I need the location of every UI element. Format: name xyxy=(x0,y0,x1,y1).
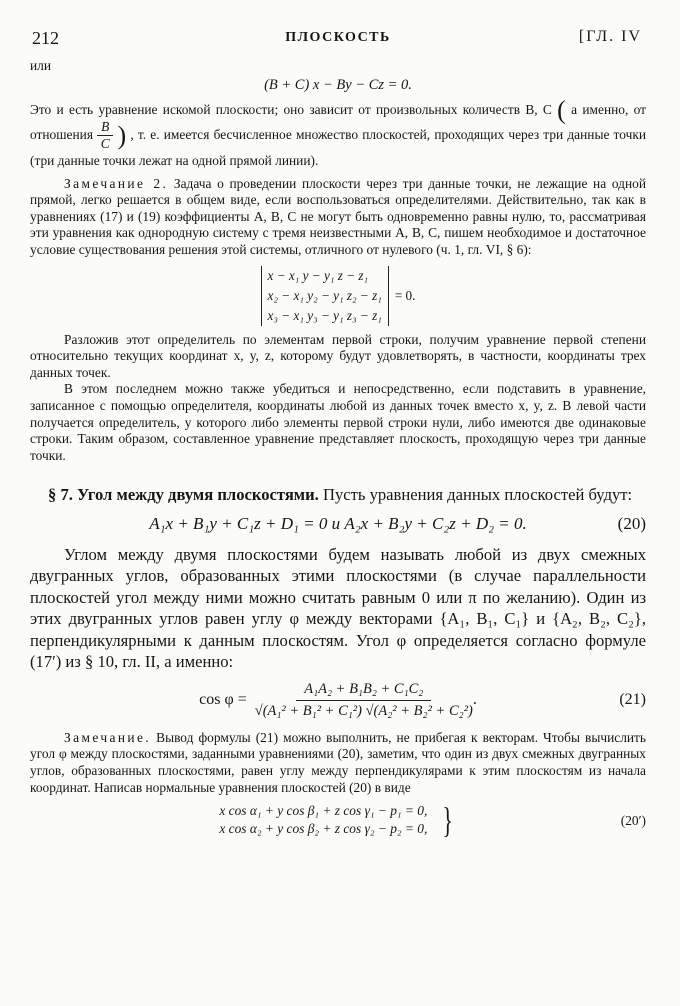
determinant-row: x₃ − x₁ y₃ − y₁ z₃ − z₁ xyxy=(267,307,382,323)
paragraph-conclusion-part1: Это и есть уравнение искомой плоскости; оно зависит от произвольных количеств B, C xyxy=(30,101,552,117)
equation-20 xyxy=(30,514,646,534)
page-number: 212 xyxy=(32,28,59,48)
determinant-row: x − x₁ y − y₁ z − z₁ xyxy=(267,267,369,283)
left-paren: ( xyxy=(557,95,566,125)
page xyxy=(30,28,646,841)
fraction-denominator: C xyxy=(100,136,110,152)
paren-text: а именно, от отношения xyxy=(30,101,646,142)
equation-20-prime-lines xyxy=(219,802,427,838)
determinant-row: x₂ − x₁ y₂ − y₁ z₂ − z₁ xyxy=(267,287,382,303)
remark-final xyxy=(30,730,646,796)
remark-2-label: Замечание 2. xyxy=(64,175,169,191)
equation-21-tail: . xyxy=(472,691,477,709)
paragraph-verification: В этом последнем можно также убедиться и непосредственно, если подставить в уравнение, записанное с помощью определителя, координаты любой из данных точек вместо x, y, z. В левой части получается определитель, у которого либо элементы первой строки нули, либо имеются две одинаковые строки. Таким образом, составленное уравнение представляет плоскость, проходящую через три данные точки. xyxy=(30,381,646,463)
right-brace: } xyxy=(442,800,454,841)
page-header xyxy=(30,28,646,58)
equation-20-prime-number: (20′) xyxy=(620,813,646,829)
equation-20-text: A₁x + B₁y + C₁z + D₁ = 0 и A₂x + B₂y + C₂z + D₂ = 0. xyxy=(149,513,527,533)
fraction-b-over-c xyxy=(97,119,113,153)
paragraph-expansion: Разложив этот определитель по элементам первой строки, получим уравнение первой степени относительно текущих координат x, y, z, которому будут удовлетворять, в частности, координаты трех данных точек. xyxy=(30,331,646,380)
determinant-matrix xyxy=(261,266,389,326)
equation-plane: (B + C) x − By − Cz = 0. xyxy=(264,76,412,93)
equation-21-lhs: cos φ = xyxy=(199,691,247,709)
paragraph-conclusion-part2: , т. е. имеется бесчисленное множество плоскостей, проходящих через три данные точки (три данные точки лежат на одной прямой линии). xyxy=(30,126,646,168)
equation-20-prime-line: x cos α₂ + y cos β₂ + z cos γ₂ − p₂ = 0, xyxy=(219,821,428,837)
running-title: ПЛОСКОСТЬ xyxy=(285,30,391,45)
section-7-title: § 7. Угол между двумя плоскостями. xyxy=(48,485,319,505)
determinant-rhs: = 0. xyxy=(394,287,416,303)
equation-21-number: (21) xyxy=(619,690,646,708)
remark-2 xyxy=(30,176,646,259)
determinant-equation xyxy=(30,266,646,326)
paragraph-conclusion xyxy=(30,95,646,170)
equation-21-fraction xyxy=(255,681,473,720)
remark-final-label: Замечание. xyxy=(64,729,152,745)
section-7-lead: Пусть уравнения данных плоскостей будут: xyxy=(322,485,633,505)
equation-20-number: (20) xyxy=(617,513,646,533)
fraction-numerator: B xyxy=(97,119,113,137)
equation-20-prime xyxy=(30,800,646,841)
remark-2-text: Задача о проведении плоскости через три данные точки, не лежащие на одной прямой, легко решается в общем виде, если воспользоваться определителями. Действительно, так как в уравнениях (17) и (19) коэффициенты A, B, C не могут быть одновременно равны нулю, то, рассматривая эти уравнения как однородную систему с тремя неизвестными A, B, C, пишем необходимое и достаточное условие существования решения этой системы, отличного от нулевого (ч. 1, гл. VI, § 6): xyxy=(30,175,646,257)
equation-21-denominator: √(A₁² + B₁² + C₁²) √(A₂² + B₂² + C₂²) xyxy=(254,702,473,719)
remark-final-text: Вывод формулы (21) можно выполнить, не прибегая к векторам. Чтобы вычислить угол φ между плоскостями, заданными уравнениями (20), заметим, что один из двух смежных двугранных углов, образованных плоскостями, равен углу между перпендикулярами к этим плоскостям из начала координат. Написав нормальные уравнения плоскостей (20) в виде xyxy=(30,729,646,795)
chapter-label: [ГЛ. IV xyxy=(578,28,642,45)
paragraph-angle-definition: Углом между двумя плоскостями будем называть любой из двух смежных двугранных углов, образованных этими плоскостями (в случае параллельности плоскостей угол между ними можно считать равным 0 или π по желанию). Один из этих двугранных углов равен углу φ между векторами {A₁, B₁, C₁} и {A₂, B₂, C₂}, перпендикулярными к данным плоскостям. Угол φ определяется согласно формуле (17′) из § 10, гл. II, а именно: xyxy=(30,544,646,672)
equation-20-prime-line: x cos α₁ + y cos β₁ + z cos γ₁ − p₁ = 0, xyxy=(219,803,428,819)
lead-word: или xyxy=(30,58,52,73)
equation-21-numerator: A₁A₂ + B₁B₂ + C₁C₂ xyxy=(296,681,431,701)
section-7-heading xyxy=(30,484,646,506)
equation-21 xyxy=(30,681,646,720)
right-paren: ) xyxy=(117,120,127,150)
